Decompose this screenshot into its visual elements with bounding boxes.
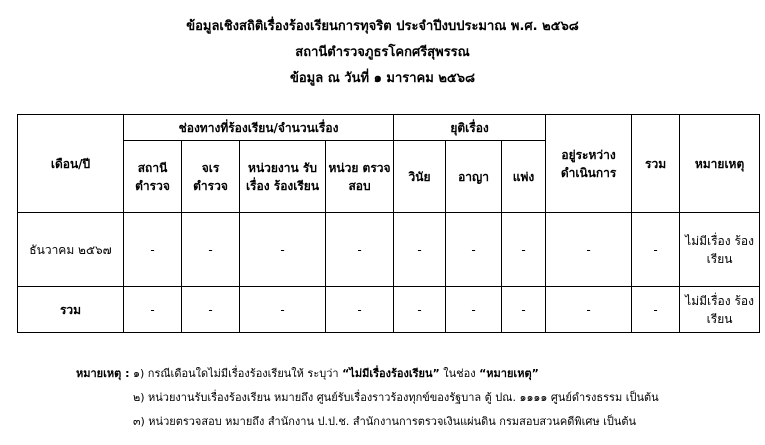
table-cell: - — [502, 287, 546, 333]
table-cell: - — [394, 287, 446, 333]
footnote-1-quote-2: “หมายเหตุ” — [479, 367, 539, 380]
total-remark: ไม่มีเรื่อง ร้องเรียน — [680, 287, 760, 333]
header-in-progress: อยู่ระหว่าง ดำเนินการ — [546, 115, 632, 213]
table-cell: - — [632, 287, 680, 333]
row-remark: ไม่มีเรื่อง ร้องเรียน — [680, 213, 760, 287]
table-cell: - — [182, 213, 240, 287]
station-name: สถานีตำรวจภูธรโคกศรีสุพรรณ — [295, 45, 470, 60]
report-title: ข้อมูลเชิงสถิติเรื่องร้องเรียนการทุจริต ประจำปีงบประมาณ พ.ศ. ๒๕๖๘ — [186, 19, 579, 34]
header-total: รวม — [632, 115, 680, 213]
footnote-1 — [76, 362, 659, 386]
footnote-label: หมายเหตุ : — [76, 367, 130, 380]
header-end-criminal: อาญา — [446, 141, 502, 213]
header-end-civil: แพ่ง — [502, 141, 546, 213]
header-channel-inspector: จเร ตำรวจ — [182, 141, 240, 213]
report-titles — [0, 14, 765, 92]
table-cell: - — [326, 213, 394, 287]
table-cell: - — [124, 287, 182, 333]
total-row — [18, 287, 760, 333]
table-cell: - — [502, 213, 546, 287]
header-channel-audit-agency: หน่วย ตรวจสอบ — [326, 141, 394, 213]
table-cell: - — [446, 287, 502, 333]
header-channel-complaint-agency: หน่วยงาน รับเรื่อง ร้องเรียน — [240, 141, 326, 213]
table-cell: - — [240, 287, 326, 333]
complaint-statistics-table — [17, 114, 760, 333]
footnotes — [76, 362, 659, 434]
table-cell: - — [546, 213, 632, 287]
row-month: ธันวาคม ๒๕๖๗ — [18, 213, 124, 287]
header-month: เดือน/ปี — [18, 115, 124, 213]
header-channel-police-station: สถานี ตำรวจ — [124, 141, 182, 213]
header-remark: หมายเหตุ — [680, 115, 760, 213]
table-cell: - — [446, 213, 502, 287]
footnote-2: ๒) หน่วยงานรับเรื่องร้องเรียน หมายถึง ศูนย์รับเรื่องราวร้องทุกข์ของรัฐบาล ตู้ ปณ. ๑๑๑๑ ศูนย์ดำรงธรรม เป็นต้น — [133, 391, 659, 404]
table-cell: - — [546, 287, 632, 333]
table-cell: - — [326, 287, 394, 333]
table-row — [18, 213, 760, 287]
footnote-1-text-2: ในช่อง — [439, 367, 480, 380]
table-cell: - — [182, 287, 240, 333]
table-cell: - — [240, 213, 326, 287]
table-cell: - — [394, 213, 446, 287]
header-end-discipline: วินัย — [394, 141, 446, 213]
table-cell: - — [124, 213, 182, 287]
footnote-1-quote: “ไม่มีเรื่องร้องเรียน” — [342, 367, 440, 380]
header-end-group: ยุติเรื่อง — [394, 115, 546, 141]
total-label: รวม — [18, 287, 124, 333]
data-date: ข้อมูล ณ วันที่ ๑ มาราคม ๒๕๖๘ — [289, 71, 476, 86]
footnote-3: ๓) หน่วยตรวจสอบ หมายถึง สำนักงาน ป.ป.ช. สำนักงานการตรวจเงินแผ่นดิน กรมสอบสวนคดีพิเศษ เป็นต้น — [133, 415, 636, 428]
header-row-1 — [18, 115, 760, 141]
table-cell: - — [632, 213, 680, 287]
header-channel-group: ช่องทางที่ร้องเรียน/จำนวนเรื่อง — [124, 115, 394, 141]
footnote-1-text: ๑) กรณีเดือนใดไม่มีเรื่องร้องเรียนให้ ระบุว่า — [129, 367, 343, 380]
